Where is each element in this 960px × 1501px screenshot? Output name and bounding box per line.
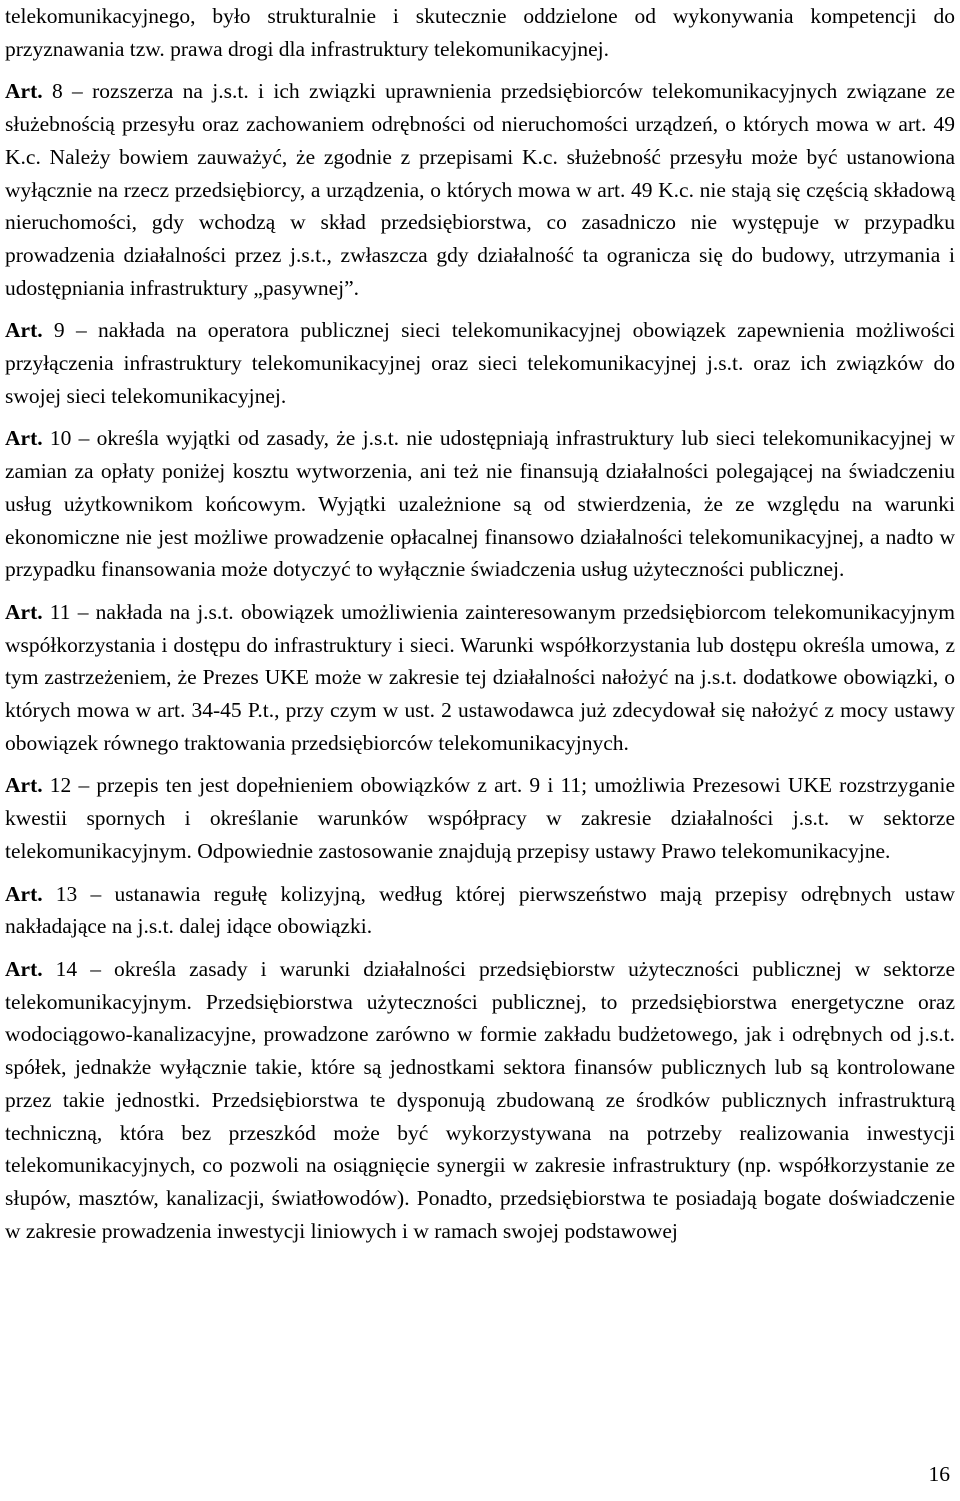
paragraph-text: 10 – określa wyjątki od zasady, że j.s.t. nie udostępniają infrastruktury lub sieci telekomunikacyjnej w zamian za opłaty poniżej kosztu wytworzenia, ani też nie finansują działalności polegającej na świadczeniu usług użytkownikom końcowym. Wyjątki uzależnione są od stwierdzenia, że ze względu na warunki ekonomiczne nie jest możliwe prowadzenie opłacalnej finansowo działalności telekomunikacyjnej, a nadto w przypadku finansowania może dotyczyć to wyłącznie świadczenia usług użyteczności publicznej.: [5, 426, 955, 582]
paragraph-text: 9 – nakłada na operatora publicznej sieci telekomunikacyjnej obowiązek zapewnienia możliwości przyłączenia infrastruktury telekomunikacyjnej oraz sieci telekomunikacyjnej j.s.t. oraz ich związków do swojej sieci telekomunikacyjnej.: [5, 318, 955, 408]
paragraph-text: 14 – określa zasady i warunki działalności przedsiębiorstw użyteczności publicznej w sektorze telekomunikacyjnym. Przedsiębiorstwa użyteczności publicznej, to przedsiębiorstwa energetyczne oraz wodociągowo-kanalizacyjne, prowadzone zarówno w formie zakładu budżetowego, jak i odrębnych od j.s.t. spółek, jednakże wyłącznie takie, które są jednostkami sektora finansów publicznych lub są kontrolowane przez takie jednostki. Przedsiębiorstwa te dysponują zbudowaną ze środków publicznych infrastrukturą techniczną, która bez przeszkód może być wykorzystywana na potrzeby realizowania inwestycji telekomunikacyjnych, co pozwoli na osiągnięcie synergii w zakresie infrastruktury (np. współkorzystanie ze słupów, masztów, kanalizacji, światłowodów). Ponadto, przedsiębiorstwa te posiadają bogate doświadczenie w zakresie prowadzenia inwestycji liniowych i w ramach swojej podstawowej: [5, 956, 955, 1243]
paragraph-intro: [5, 0, 955, 65]
article-label: Art.: [5, 79, 43, 104]
paragraph-art-14: [5, 953, 955, 1247]
article-label: Art.: [5, 881, 43, 906]
paragraph-art-10: [5, 422, 955, 586]
paragraph-art-13: [5, 878, 955, 943]
document-page: [5, 0, 955, 1247]
paragraph-text: 8 – rozszerza na j.s.t. i ich związki uprawnienia przedsiębiorców telekomunikacyjnych związane ze służebnością przesyłu oraz zachowaniem odrębności od nieruchomości urządzeń, o których mowa w art. 49 K.c. Należy bowiem zauważyć, że zgodnie z przepisami K.c. służebność przesyłu może być ustanowiona wyłącznie na rzecz przedsiębiorcy, a urządzenia, o których mowa w art. 49 K.c. nie stają się częścią składową nieruchomości, gdy wchodzą w skład przedsiębiorstwa, co zasadniczo nie występuje w przypadku prowadzenia działalności przez j.s.t., zwłaszcza gdy działalność ta ogranicza się do budowy, utrzymania i udostępniania infrastruktury „pasywnej”.: [5, 79, 955, 300]
article-label: Art.: [5, 773, 43, 798]
article-label: Art.: [5, 956, 43, 981]
article-label: Art.: [5, 318, 43, 343]
paragraph-art-12: [5, 769, 955, 867]
paragraph-art-8: [5, 75, 955, 304]
paragraph-art-9: [5, 314, 955, 412]
paragraph-art-11: [5, 596, 955, 760]
page-number: 16: [928, 1462, 950, 1486]
paragraph-text: telekomunikacyjnego, było strukturalnie i skutecznie oddzielone od wykonywania kompetencji do przyznawania tzw. prawa drogi dla infrastruktury telekomunikacyjnej.: [5, 4, 955, 61]
article-label: Art.: [5, 599, 43, 624]
paragraph-text: 12 – przepis ten jest dopełnieniem obowiązków z art. 9 i 11; umożliwia Prezesowi UKE rozstrzyganie kwestii spornych i określanie warunków współpracy w zakresie działalności j.s.t. w sektorze telekomunikacyjnym. Odpowiednie zastosowanie znajdują przepisy ustawy Prawo telekomunikacyjne.: [5, 773, 955, 863]
paragraph-text: 13 – ustanawia regułę kolizyjną, według której pierwszeństwo mają przepisy odrębnych ustaw nakładające na j.s.t. dalej idące obowiązki.: [5, 881, 955, 939]
article-label: Art.: [5, 426, 43, 451]
paragraph-text: 11 – nakłada na j.s.t. obowiązek umożliwienia zainteresowanym przedsiębiorcom telekomunikacyjnym współkorzystania i dostępu do infrastruktury i sieci. Warunki współkorzystania lub dostępu określa umowa, z tym zastrzeżeniem, że Prezes UKE może w zakresie tej działalności nałożyć na j.s.t. dodatkowe obowiązki, o których mowa w art. 34-45 P.t., przy czym w ust. 2 ustawodawca już zdecydował się nałożyć z mocy ustawy obowiązek równego traktowania przedsiębiorców telekomunikacyjnych.: [5, 599, 955, 755]
